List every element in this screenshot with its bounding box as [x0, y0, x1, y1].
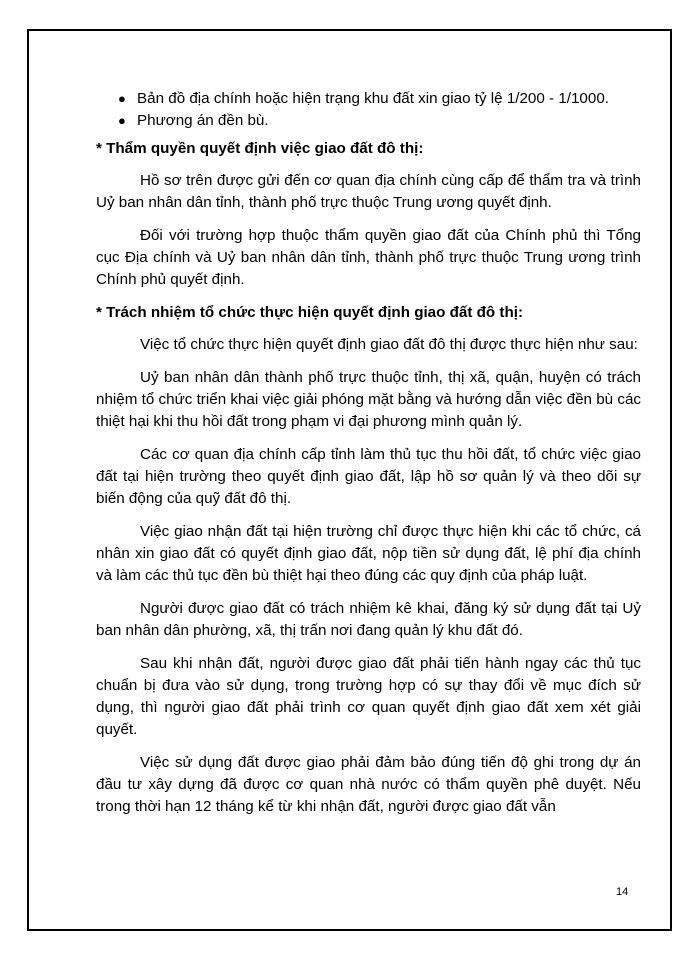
paragraph: Các cơ quan địa chính cấp tỉnh làm thủ tục thu hồi đất, tổ chức việc giao đất tại hiện trường theo quyết định giao đất, lập hồ sơ quản lý và theo dõi sự biến động của quỹ đất đô thị.: [96, 446, 641, 507]
list-item: [96, 110, 641, 132]
paragraph: Việc sử dụng đất được giao phải đảm bảo đúng tiến độ ghi trong dự án đầu tư xây dựng đã được cơ quan nhà nước có thẩm quyền phê duyệt. Nếu trong thời hạn 12 tháng kể từ khi nhận đất, người được giao đất vẫn: [96, 754, 641, 815]
paragraph: Sau khi nhận đất, người được giao đất phải tiến hành ngay các thủ tục chuẩn bị đưa vào sử dụng, trong trường hợp có sự thay đổi về mục đích sử dụng, thì người giao đất phải trình cơ quan quyết định giao đất xem xét giải quyết.: [96, 655, 641, 738]
paragraph: Đối với trường hợp thuộc thẩm quyền giao đất của Chính phủ thì Tổng cục Địa chính và Uỷ ban nhân dân tỉnh, thành phố trực thuộc Trung ương trình Chính phủ quyết định.: [96, 227, 641, 288]
bullet-icon: ●: [118, 91, 126, 106]
list-item-text: Phương án đền bù.: [137, 112, 269, 129]
paragraph: Việc giao nhận đất tại hiện trường chỉ được thực hiện khi các tổ chức, cá nhân xin giao đất có quyết định giao đất, nộp tiền sử dụng đất, lệ phí địa chính và làm các thủ tục đền bù thiệt hại theo đúng các quy định của pháp luật.: [96, 523, 641, 584]
bullet-icon: ●: [118, 113, 126, 128]
section-heading-authority: * Thẩm quyền quyết định việc giao đất đô thị:: [96, 140, 424, 157]
list-item-text: Bản đồ địa chính hoặc hiện trạng khu đất xin giao tỷ lệ 1/200 - 1/1000.: [137, 90, 609, 107]
paragraph: Uỷ ban nhân dân thành phố trực thuộc tỉnh, thị xã, quận, huyện có trách nhiệm tổ chức triển khai việc giải phóng mặt bằng và hướng dẫn việc đền bù các thiệt hại khi thu hồi đất trong phạm vi đại phương mình quản lý.: [96, 369, 641, 430]
section-heading-responsibility: * Trách nhiệm tổ chức thực hiện quyết định giao đất đô thị:: [96, 304, 524, 321]
paragraph: Người được giao đất có trách nhiệm kê khai, đăng ký sử dụng đất tại Uỷ ban nhân dân phường, xã, thị trấn nơi đang quản lý khu đất đó.: [96, 600, 641, 639]
paragraph: Việc tổ chức thực hiện quyết định giao đất đô thị được thực hiện như sau:: [140, 336, 638, 353]
page-number: 14: [616, 886, 629, 898]
document-body: [96, 88, 641, 829]
list-item: [96, 88, 641, 110]
paragraph: Hồ sơ trên được gửi đến cơ quan địa chính cùng cấp để thẩm tra và trình Uỷ ban nhân dân tỉnh, thành phố trực thuộc Trung ương quyết định.: [96, 172, 641, 211]
bullet-list: [96, 88, 641, 132]
